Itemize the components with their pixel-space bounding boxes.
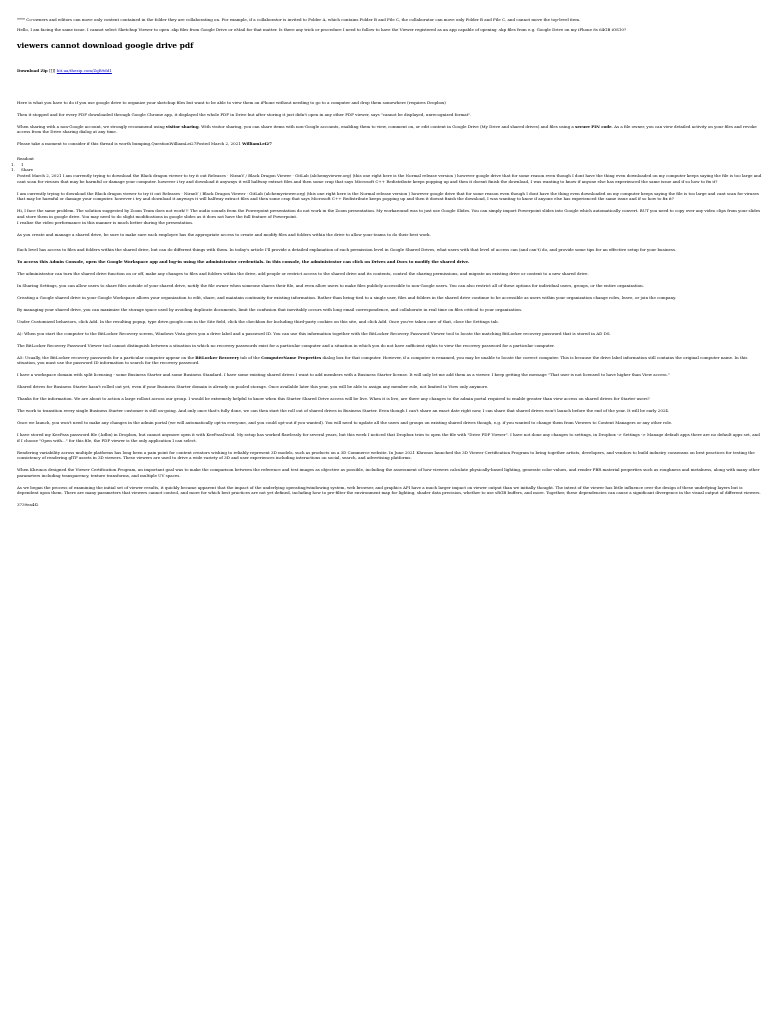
- paragraph: To access this Admin Console, open the Google Workspace app and log-in using the administrator credentials. In this console, the administrator can click on Drives and Docs to modify the shared drive.: [17, 258, 470, 264]
- paragraph: I have stored my KeePass password file (.kdbx) in Dropbox, but cannot anymore open it with KeePassDroid. My setup has worked flawlessly for several years, but this week I noticed that Dropbox tries to open the file with "Drive PDF Viewer". I have not done any changes to settings, in Dropbox -> Settings -> Manage default apps there are no default apps set, and if I choose "Open with..." for this file, the PDF viewer is the only application I can select.: [17, 432, 760, 443]
- paragraph: A): When you start the computer to the BitLocker Recovery screen, Windows Vista gives you a drive label and a password ID. You can use this information together with the BitLocker Recovery Password Viewer tool to locate the matching BitLocker recovery password that is stored in AD DS.: [17, 330, 611, 336]
- paragraph: [17, 355, 762, 366]
- text-run: tab of the: [239, 354, 262, 360]
- paragraph: As you create and manage a shared drive, be sure to make sure each employee has the appropriate access to create and modify files and folders within the drive to allow your teams to do their best work.: [17, 232, 431, 238]
- paragraph: Then it stopped and for every PDF downloaded through Google Chrome app, it displayed the whole PDF in Drive but after storing it just didn't open in any other PDF viewer, says "cannot be displayed, unrecognized format".: [17, 111, 472, 117]
- paragraph: Each level has access to files and folders within the shared drive, but can do different things with them. In today's article I'll provide a detailed explanation of each permission level in Google Shared Drives, what users with that level of access can (and can't) do, and provide some tips for an effective setup for your business.: [17, 246, 677, 252]
- paragraph: Under Customized behaviors, click Add. In the resulting popup, type drive.google.com in the Site field, click the checkbox for Including third-party cookies on this site, and click Add. Once you've taken care of that, close the Settings tab.: [17, 318, 499, 324]
- paragraph: [17, 124, 762, 135]
- list-item: [11, 167, 762, 173]
- paragraph: I realize the video performance in this manner is much better during the presentation.: [17, 220, 194, 226]
- menu-list: [11, 162, 762, 173]
- footer-code: 3739ea4f2: [17, 502, 39, 508]
- list-label: Share: [21, 167, 33, 173]
- paragraph: The work to transition every single Business Starter customer is still on-going. And only once that's fully done, we can then start the roll out of shared drives in Business Starter. Even though I can't share an exact date right now, I can share that shared drives won't launch before the end of the year. It will be early 2024.: [17, 408, 670, 414]
- paragraph: Thanks for the information. We are about to action a large rollout across our group. I would be extremely helpful to know when this Starter Shared Drive access will be live. When it is live, are there any changes to the admin portal required to enable greater than view access on shared drives for Starter users?: [17, 396, 650, 402]
- text-run: . As a file owner, you can view detailed activity on your files and revoke access from the Drive sharing dialog at any time.: [17, 123, 757, 134]
- text-run-bold: visitor sharing: [165, 123, 199, 129]
- text-run: When sharing with a non-Google account, we strongly recommend using: [17, 123, 166, 129]
- question-paragraph: Hello, I am facing the same issue. I cannot select Sketchup Viewer to open .skp files from Google Drive or eMail for that matter. Is there any trick or procedure I need to follow to have the Viewer registered as an app capable of opening .skp files from e.g. Google Drive on my iPhone 8s 64GB iOS10?: [17, 26, 627, 32]
- text-run: Please take a moment to consider if this thread is worth bumping.QuestionWilliamLei27Posted March 2, 2021: [17, 141, 243, 146]
- page-title: viewers cannot download google drive pdf: [17, 41, 194, 50]
- paragraph: As we began the process of examining the initial set of viewer results, it quickly became apparent that the impact of the underlying operating/windowing system, web browser, and graphics API have a much larger impact on viewer output than we initially thought. The intent of the viewer has little influence over the design of these underlying layers but is dependent upon them. There are many parameters that viewers cannot control, and more for which best practices are not yet defined, including how to pre-filter the environment map for lighting, shader data precision, whether to use sRGB buffers, and more. Together, these dependencies can cause a significant divergence in the visual output of different viewers.: [17, 484, 761, 496]
- document-page: [11, 17, 762, 514]
- paragraph: The administrator can turn the shared drive function on or off, make any changes to files and folders within the drive, add people or restrict access to the shared drive and its contents, control the sharing permissions, and migrate an existing drive or content to a new shared drive.: [17, 270, 589, 276]
- paragraph: The BitLocker Recovery Password Viewer tool cannot distinguish between a situation in which no recovery passwords exist for a particular computer and a situation in which you do not have sufficient rights to view the recovery password for a particular computer.: [17, 342, 555, 348]
- paragraph: By managing your shared drive, you can maximize the storage space used by avoiding duplicate documents, limit the confusion that inevitably occurs with long email correspondence, and collaborate in real time on files critical to your organization.: [17, 306, 523, 312]
- menu-heading: Readout: [17, 155, 34, 161]
- glyph-boxes: [[]]: [49, 68, 56, 73]
- paragraph: [17, 141, 762, 147]
- paragraph: When Khronos designed the Viewer Certification Program, an important goal was to make the comparison between the reference and test images as objective as possible, including the assessment of how viewers calculate physically-based lighting, generate color values, and render PBR material properties such as roughness and metalness, along with many other parameters including transparency, texture transforms, and multiple UV spaces.: [17, 467, 760, 478]
- paragraph: Here is what you have to do if you use google drive to organize your sketchup files but want to be able to view them on iPhone without needing to go to a computer and drop them somewhere (requires Dropbox): [17, 99, 446, 105]
- co-owner-notice: **** Co-owners and editors can move only content contained in the folder they are collaborating on. For example, if a collaborator is invited to Folder A, which contains Folder B and File C, the collaborator can move only Folder B and File C, and cannot move the top-level item.: [17, 17, 581, 22]
- paragraph: Posted March 2, 2021 I am currently trying to download the Black dragon viewer to try it out Releases · NiranV / Black Dragon Viewer · GitLab (alchemyviewer.org) (this one right here is the Normal release version ) however google drive that for some reason even though I dont have the thing even downloaded on my computer keeps saying the file is too large and cant scan for viruses that may be harmful or damage your computer. however i try and download it anyways it will halfway extract files and then some crap that says Microsoft C++ Redistribute keeps popping up and then it doesnt finish the download, I was wanting to know if anyone else has experienced the same issue and if so how to fix it?: [17, 173, 762, 184]
- list-label: 1: [21, 162, 24, 167]
- paragraph: Once we launch, you won't need to make any changes in the admin portal (we will automatically opt-in everyone, and you could opt-out if you wanted). You will need to update all the users and groups on existing shared drives though, e.g. if you wanted to change them from Viewers to Content Managers or any other role.: [17, 420, 673, 426]
- download-zip-line: [17, 68, 762, 74]
- paragraph: Hi, I face the same problem. The solution suggested by Zoom Team does not work!!! The audio sounds from the Powerpoint presentation do not work in the Zoom presentation. My workaround was to just use Google Slides. You can simply import Powerpoint slides into Google which automatically convert. BUT you need to copy over any video clips from your slides and store them in google drive. You may need to do slight modifications in google slides as it does not have the full feature of Powerpoint.: [17, 208, 761, 219]
- text-run-bold: ComputerName Properties: [261, 354, 322, 360]
- paragraph: Creating a Google shared drive in your Google Workspace allows your organization to edit, share, and maintain continuity for existing information. Rather than being tied to a single user, files and folders in the shared drive continue to be accessible as users within your organization change roles, leave, or join the company.: [17, 294, 677, 300]
- text-run: A5: Usually, the BitLocker recovery passwords for a particular computer appear on the: [17, 354, 196, 360]
- paragraph: Shared drives for Business Starter hasn't rolled out yet, even if your Business Starter domain is already on pooled storage. Once available later this year, you will be able to assign any member role, not limited to View only anymore.: [17, 384, 489, 390]
- text-run: dialog box for that computer. However, if a computer is renamed, you may be unable to locate the correct computer. This is because the drive label information still contains the original computer name. In this situation, you must use the password ID information to search for the recovery password.: [17, 354, 748, 366]
- text-run-bold: BitLocker Recovery: [195, 354, 240, 360]
- download-link[interactable]: bit.ua/thezip.com/ZqB9dd1: [56, 68, 112, 73]
- download-label: Download Zip: [17, 68, 48, 73]
- author-name: WilliamLei27: [242, 141, 272, 146]
- list-number: 1.: [11, 162, 15, 167]
- paragraph: In Sharing Settings, you can allow users to share files outside of your shared drive, notify the file owner when someone shares their file, and even allow users to make files publicly accessible to non-Google users. You can also restrict all of these options for individual users, groups, or the entire organization.: [17, 282, 644, 288]
- paragraph: I have a workspace domain with split licensing - some Business Starter and some Business Standard. I have some existing shared drives I want to add members with a Business Starter license. It will only let me add them as a viewer. I keep getting the message "That user is not licensed to have higher than View access.": [17, 372, 670, 378]
- list-number: 1.: [11, 167, 15, 173]
- text-run-bold: secure PIN code: [575, 123, 612, 129]
- text-run: . With visitor sharing, you can share items with non-Google accounts, enabling them to view, comment on, or edit content in Google Drive (My Drive and shared drives) and files using a: [198, 123, 576, 129]
- paragraph: I am currently trying to download the Black dragon viewer to try it out Releases · NiranV / Black Dragon Viewer · GitLab (alchemyviewer.org) (this one right here is the Normal release version ) however google drive that for some reason even though I dont have the thing even downloaded on my computer keeps saying the file is too large and cant scan for viruses that may be harmful or damage your computer. however i try and download it anyways it will halfway extract files and then some crap that says Microsoft C++ Redistribute keeps popping up and then it doesnt finish the download, I was wanting to know if anyone else has experienced the same issue and if so how to fix it?: [17, 190, 759, 202]
- paragraph: Rendering variability across multiple platforms has long been a pain point for content creators wishing to reliably represent 3D models, such as products on a 3D Commerce website. In June 2021 Khronos launched the 3D Viewer Certification Program to bring together artists, developers, and vendors to build industry consensus on best practices for testing the consistency of rendering glTF assets in 3D viewers. These viewers are used to drive a wide variety of 3D and user experiences including interactions on social, search, and advertising platforms.: [17, 449, 755, 461]
